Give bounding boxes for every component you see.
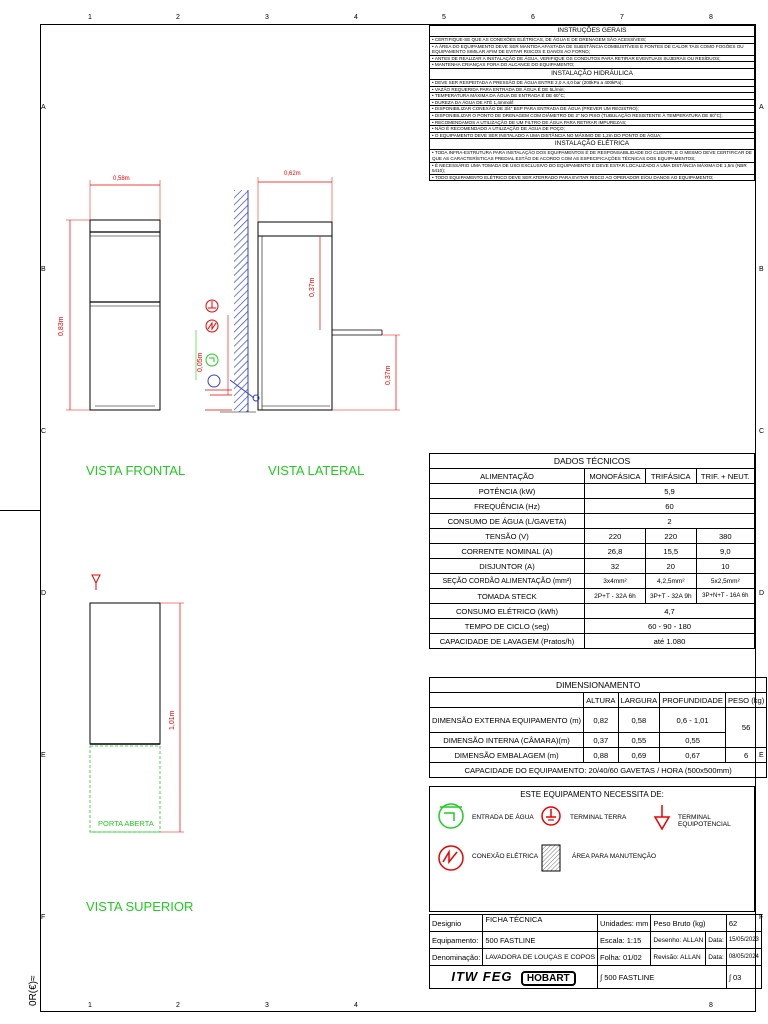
- ground-terminal-icon: [540, 805, 562, 827]
- note-item: • VAZÃO REQUERIDA PARA ENTRADA DE ÁGUA É DE 5L/min;: [430, 86, 755, 93]
- col-label: 2: [176, 14, 180, 21]
- row-label: B: [41, 266, 46, 273]
- title-block: [429, 914, 762, 989]
- tech-label: TOMADA STECK: [430, 589, 585, 604]
- row-label: F: [759, 914, 764, 921]
- dim-lat-upper: 0,37m: [309, 277, 316, 297]
- tb-data1: 15/05/2023: [726, 932, 761, 949]
- tech-label: TEMPO DE CICLO (seg): [430, 619, 585, 634]
- note-item: • TODA INFRA-ESTRUTURA PARA INSTALAÇÃO DOS EQUIPAMENTOS É DE RESPONSABILIDADE DO CLIENTE, E O MESMO DEVE CERTIFICAR DE QUE AS CARACTERÍSTICAS PREDIAL ESTÃO DE ACORDO COM AS ESPECIFICAÇÕES TÉCNICAS DOS EQUIPAMENTOS;: [430, 150, 755, 162]
- tech-value: 60 - 90 - 180: [585, 619, 755, 634]
- col-label: 3: [265, 1002, 269, 1009]
- water-inlet-icon: [436, 801, 466, 831]
- legend-title: ESTE EQUIPAMENTO NECESSITA DE:: [520, 790, 664, 799]
- top-view: [90, 575, 184, 832]
- notes-eletrica-title: INSTALAÇÃO ELÉTRICA: [430, 139, 755, 150]
- tb-equipamento-label: Equipamento:: [430, 932, 483, 949]
- row-label: E: [41, 752, 46, 759]
- tb-denominacao-label: Denominação:: [430, 949, 483, 966]
- row-label: B: [759, 266, 764, 273]
- tb-equipamento-value: 500 FASTLINE: [483, 932, 598, 949]
- dimension-table: [429, 677, 767, 778]
- tech-value: 32: [585, 559, 646, 574]
- tb-escala: Escala: 1:15: [598, 932, 651, 949]
- tech-value: 220: [585, 529, 646, 544]
- equipotential-terminal-icon: [652, 803, 672, 831]
- tech-value: 60: [585, 499, 755, 514]
- tb-data2: 08/05/2024: [726, 949, 761, 966]
- note-item: • DISPONIBILIZAR O PONTO DE DRENAGEM COM DIÂMETRO DE 2" NO PISO (TUBULAÇÃO RESISTENTE À TEMPERATURA DE 80°C);: [430, 112, 755, 119]
- row-label: E: [759, 752, 764, 759]
- tech-label: CONSUMO ELÉTRICO (kWh): [430, 604, 585, 619]
- tech-value: 3P+N+T - 16A 6h: [696, 589, 754, 604]
- tb-peso-bruto: Peso Bruto (kg): [651, 915, 726, 932]
- vista-frontal-title: VISTA FRONTAL: [86, 463, 186, 478]
- dim-lat-lower: 0,37m: [385, 365, 392, 385]
- row-label: D: [41, 590, 47, 597]
- tech-value: 4,2,5mm²: [645, 574, 696, 589]
- side-view: [196, 177, 400, 412]
- capacidade-text: CAPACIDADE DO EQUIPAMENTO: 20/40/60 GAVETAS / HORA (500x500mm): [430, 763, 767, 778]
- dim-label: DIMENSÃO EXTERNA EQUIPAMENTO (m): [430, 708, 584, 733]
- legend-box: [429, 786, 755, 912]
- row-label: A: [41, 104, 46, 111]
- vista-lateral-title: VISTA LATERAL: [268, 463, 365, 478]
- tech-value: 3P+T - 32A 9h: [645, 589, 696, 604]
- note-item: • DEVE SER RESPEITADA A PRESSÃO DE ÁGUA ENTRE 2,0 A 4,0 bar (200kPa a 400kPa);: [430, 79, 755, 86]
- dim-label: DIMENSÃO EMBALAGEM (m): [430, 748, 584, 763]
- tech-value: 380: [696, 529, 754, 544]
- tech-label: CORRENTE NOMINAL (A): [430, 544, 585, 559]
- tech-value: 2: [585, 514, 755, 529]
- tech-value: 20: [645, 559, 696, 574]
- tb-rev: ∫ 03: [726, 966, 761, 989]
- dim-label: DIMENSÃO INTERNA (CÂMARA)(m): [430, 733, 584, 748]
- col-label: 7: [620, 14, 624, 21]
- side-stamp: 0R(€)≈: [28, 975, 39, 1006]
- tb-revisao: Revisão: ALLAN: [651, 949, 706, 966]
- porta-aberta-label: PORTA ABERTA: [98, 819, 154, 828]
- dim-front-width: 0,58m: [113, 176, 130, 182]
- tb-unidades: Unidades: mm: [598, 915, 651, 932]
- col-label: 8: [709, 1002, 713, 1009]
- col-label: 2: [176, 1002, 180, 1009]
- row-label: D: [759, 590, 765, 597]
- col-label: 3: [265, 14, 269, 21]
- dim-front-height: 0,83m: [58, 316, 65, 336]
- tech-value: 3x4mm²: [585, 574, 646, 589]
- col-label: 4: [354, 1002, 358, 1009]
- notes-gerais-title: INSTRUÇÕES GERAIS: [430, 26, 755, 37]
- note-item: • DUREZA DA ÁGUA DE ATÉ 1,4mmol/l: [430, 99, 755, 106]
- note-item: • MANTENHA CRIANÇAS FORA DO ALCANCE DO EQUIPAMENTO;: [430, 62, 755, 69]
- tb-folha: Folha: 01/02: [598, 949, 651, 966]
- row-label: C: [41, 428, 47, 435]
- note-item: • NÃO É RECOMENDADO A UTILIZAÇÃO DE ÁGUA DE POÇO;: [430, 126, 755, 133]
- tech-value: 15,5: [645, 544, 696, 559]
- maintenance-area-icon: [540, 843, 562, 873]
- dim-value: 0,88: [584, 748, 618, 763]
- col-label: 4: [354, 14, 358, 21]
- legend-eletrica-label: CONEXÃO ELÉTRICA: [472, 853, 539, 860]
- col-label: 8: [709, 14, 713, 21]
- col-label: 1: [88, 1002, 92, 1009]
- dim-title: DIMENSIONAMENTO: [430, 678, 767, 693]
- tech-value: 9,0: [696, 544, 754, 559]
- dim-lat-width: 0,62m: [284, 171, 301, 177]
- tech-value: 5,9: [585, 484, 755, 499]
- note-item: • É NECESSÁRIO UMA TOMADA DE USO EXCLUSIVO DO EQUIPAMENTO E DEVE ESTAR LOCALIZADO A UMA DISTÂNCIA MÁXIMA DE 1,5m (NBR 5410);: [430, 162, 755, 174]
- front-view: [66, 180, 160, 410]
- dim-header-blank: [430, 693, 584, 708]
- dim-header-cell: PESO (kg): [725, 693, 766, 708]
- tech-value: 26,8: [585, 544, 646, 559]
- notes-table: [429, 25, 755, 181]
- note-item: • O EQUIPAMENTO DEVE SER INSTALADO A UMA DISTÂNCIA NO MÁXIMO DE 1,2m DO PONTO DE ÁGUA;: [430, 132, 755, 139]
- dim-value: 0,67: [660, 748, 726, 763]
- tb-desenho: Desenho: ALLAN: [651, 932, 706, 949]
- vista-superior-title: VISTA SUPERIOR: [86, 899, 194, 914]
- legend-agua-label: ENTRADA DE ÁGUA: [472, 814, 534, 821]
- tech-label: POTÊNCIA (kW): [430, 484, 585, 499]
- tech-value: até 1.080: [585, 634, 755, 649]
- tech-label: SEÇÃO CORDÃO ALIMENTAÇÃO (mm²): [430, 574, 585, 589]
- note-item: • TODO EQUIPAMENTO ELÉTRICO DEVE SER ATERRADO PARA EVITAR RISCO AO OPERADOR E/OU DANOS AO EQUIPAMENTO;: [430, 174, 755, 181]
- tech-title: DADOS TÉCNICOS: [430, 454, 755, 469]
- tech-header-cell: ALIMENTAÇÃO: [430, 469, 585, 484]
- tech-value: 5x2,5mm²: [696, 574, 754, 589]
- note-item: • TEMPERATURA MÁXIMA DA ÁGUA DE ENTRADA É DE 60°C;: [430, 93, 755, 100]
- dim-value: 0,58: [618, 708, 660, 733]
- dim-lat-floor: 0,05m: [197, 352, 204, 372]
- tech-header-cell: TRIF. + NEUT.: [696, 469, 754, 484]
- row-label: F: [41, 914, 46, 921]
- dim-value: 0,82: [584, 708, 618, 733]
- note-item: • DISPONIBILIZAR CONEXÃO DE 3/4" BSP PARA ENTRADA DE ÁGUA (PREVER UM REGISTRO);: [430, 106, 755, 113]
- tech-label: FREQUÊNCIA (Hz): [430, 499, 585, 514]
- note-item: • RECOMENDAMOS A UTILIZAÇÃO DE UM FILTRO DE ÁGUA PARA RETIRAR IMPUREZAS;: [430, 119, 755, 126]
- dim-value: 0,6 - 1,01: [660, 708, 726, 733]
- tech-label: DISJUNTOR (A): [430, 559, 585, 574]
- dim-header-cell: ALTURA: [584, 693, 618, 708]
- tb-logos: [430, 966, 598, 989]
- tech-value: 2P+T - 32A 6h: [585, 589, 646, 604]
- tech-label: CAPACIDADE DE LAVAGEM (Pratos/h): [430, 634, 585, 649]
- tb-data1-label: Data:: [706, 932, 727, 949]
- legend-terra-label: TERMINAL TERRA: [570, 814, 627, 821]
- dim-value: 0,69: [618, 748, 660, 763]
- note-item: • A ÁREA DO EQUIPAMENTO DEVE SER MANTIDA AFASTADA DE SUBSTÂNCIA COMBUSTÍVEIS E FONTES DE CALOR TAIS COMO FOGÕES OU EQUIPAMENTO SIMILAR AFIM DE EVITAR RISCOS E DANOS AO FORNO;: [430, 43, 755, 55]
- tech-header-cell: TRIFÁSICA: [645, 469, 696, 484]
- col-label: 5: [442, 14, 446, 21]
- tb-denominacao-value: LAVADORA DE LOUÇAS E COPOS: [483, 949, 598, 966]
- tech-label: CONSUMO DE ÁGUA (L/GAVETA): [430, 514, 585, 529]
- note-item: • CERTIFIQUE-SE QUE AS CONEXÕES ELÉTRICAS, DE ÁGUA E DE DRENAGEM SÃO ACESSÍVEIS;: [430, 37, 755, 44]
- tb-designio-value: FICHA TÉCNICA: [483, 915, 598, 932]
- itw-feg-logo: ITW FEG: [451, 968, 513, 984]
- tech-value: 4,7: [585, 604, 755, 619]
- tb-model: ∫ 500 FASTLINE: [598, 966, 727, 989]
- tech-label: TENSÃO (V): [430, 529, 585, 544]
- tb-data2-label: Data:: [706, 949, 727, 966]
- col-label: 1: [88, 14, 92, 21]
- dim-header-cell: LARGURA: [618, 693, 660, 708]
- tech-value: 220: [645, 529, 696, 544]
- row-label: A: [759, 104, 764, 111]
- electrical-connection-icon: [436, 843, 466, 873]
- legend-manutencao-label: ÁREA PARA MANUTENÇÃO: [572, 853, 657, 860]
- dim-sup-depth: 1,01m: [169, 710, 176, 730]
- dim-value: 0,37: [584, 733, 618, 748]
- tb-peso-bruto-value: 62: [726, 915, 761, 932]
- peso-emb: 6: [725, 748, 766, 763]
- legend-equipotencial-label: TERMINAL EQUIPOTENCIAL: [678, 814, 731, 828]
- tech-data-table: [429, 453, 755, 649]
- row-label: C: [759, 428, 765, 435]
- dim-value: 0,55: [660, 733, 726, 748]
- peso-net: 56: [725, 708, 766, 748]
- notes-hidraulica-title: INSTALAÇÃO HIDRÁULICA: [430, 68, 755, 79]
- hobart-logo: HOBART: [521, 971, 576, 986]
- note-item: • ANTES DE REALIZAR A INSTALAÇÃO DE ÁGUA, VERIFIQUE OS CONDUTOS PARA RETIRAR EVENTUAIS SUJEIRAS OU RESÍDUOS;: [430, 55, 755, 62]
- col-label: 6: [531, 14, 535, 21]
- dim-value: 0,55: [618, 733, 660, 748]
- tech-value: 10: [696, 559, 754, 574]
- tb-designio-label: Designio: [430, 915, 483, 932]
- dim-header-cell: PROFUNDIDADE: [660, 693, 726, 708]
- tech-header-cell: MONOFÁSICA: [585, 469, 646, 484]
